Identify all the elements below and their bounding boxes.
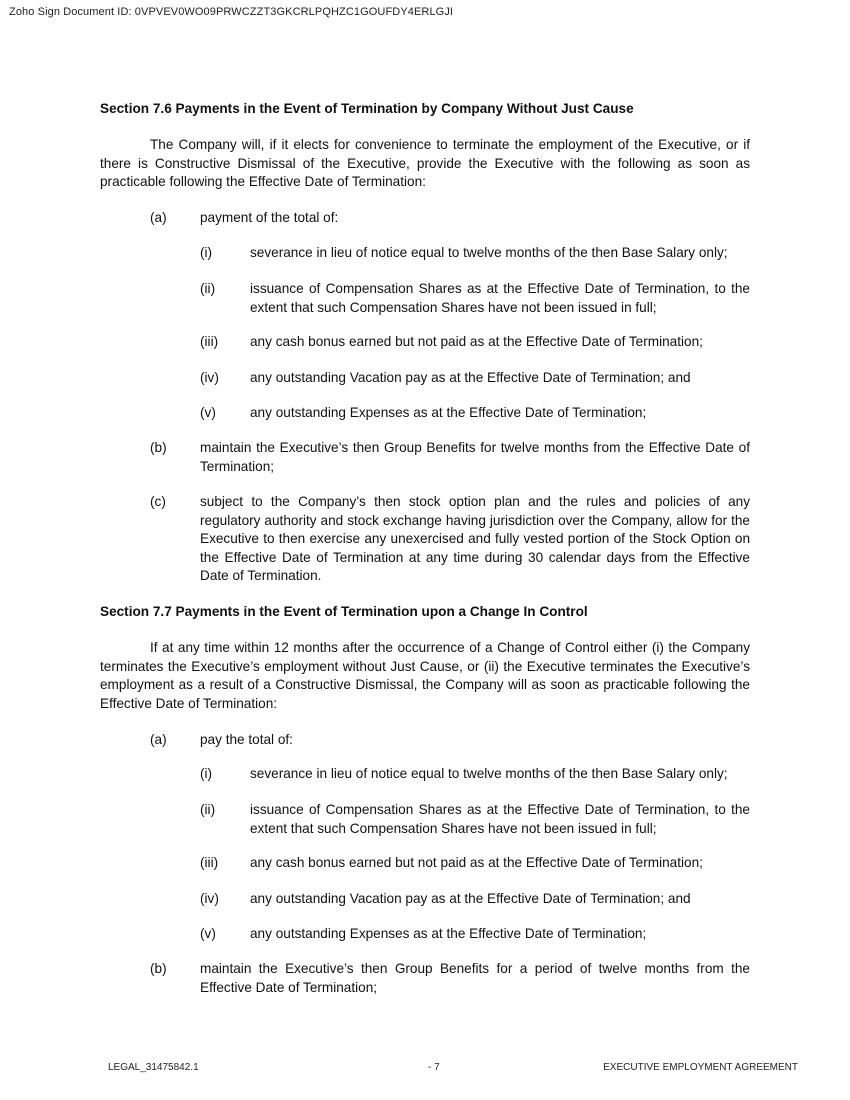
list-marker-c: (c) xyxy=(150,494,166,509)
document-id-header: Zoho Sign Document ID: 0VPVEV0WO09PRWCZZT3GKCRLPQHZC1GOUFDY4ERLGJI xyxy=(9,6,454,18)
list-item-c: subject to the Company’s then stock option plan and the rules and policies of any regulatory authority and stock exchange having jurisdiction over the Company, allow for the Executive to then exercise any unexercised and fully vested portion of the Stock Option on the Effective Date of Termination at any time during 30 calendar days from the Effective Date of Termination. xyxy=(200,494,750,584)
section-7-7-intro: If at any time within 12 months after the occurrence of a Change of Control either (i) the Company terminates the Executive’s employment without Just Cause, or (ii) the Executive terminates the Executive’s employment as a result of a Constructive Dismissal, the Company will as soon as practicable following the Effective Date of Termination: xyxy=(100,640,750,711)
footer-legal-code: LEGAL_31475842.1 xyxy=(108,1062,199,1073)
list-marker-b: (b) xyxy=(150,961,167,976)
sublist-marker-iv: (iv) xyxy=(200,370,219,385)
sublist-marker-i: (i) xyxy=(200,245,213,260)
list-marker-a: (a) xyxy=(150,732,167,747)
sublist-marker-iii: (iii) xyxy=(200,334,219,349)
sublist-item-iv: any outstanding Vacation pay as at the Effective Date of Termination; and xyxy=(250,370,691,385)
list-item-a: pay the total of: xyxy=(200,732,293,747)
sublist-marker-iii: (iii) xyxy=(200,855,219,870)
list-item-b: maintain the Executive’s then Group Benefits for a period of twelve months from the Effective Date of Termination; xyxy=(200,961,750,995)
sublist-item-iii: any cash bonus earned but not paid as at the Effective Date of Termination; xyxy=(250,334,703,349)
sublist-item-i: severance in lieu of notice equal to twelve months of the then Base Salary only; xyxy=(250,245,728,260)
sublist-item-i: severance in lieu of notice equal to twelve months of the then Base Salary only; xyxy=(250,766,728,781)
section-7-7-heading: Section 7.7 Payments in the Event of Termination upon a Change In Control xyxy=(100,604,588,619)
list-item-b: maintain the Executive’s then Group Benefits for twelve months from the Effective Date of Termination; xyxy=(200,440,750,474)
sublist-marker-i: (i) xyxy=(200,766,213,781)
footer-document-title: EXECUTIVE EMPLOYMENT AGREEMENT xyxy=(603,1062,798,1073)
footer-page-number: - 7 xyxy=(428,1062,440,1073)
list-marker-b: (b) xyxy=(150,440,167,455)
sublist-item-v: any outstanding Expenses as at the Effective Date of Termination; xyxy=(250,926,647,941)
sublist-marker-ii: (ii) xyxy=(200,281,216,296)
sublist-item-ii: issuance of Compensation Shares as at the Effective Date of Termination, to the extent that such Compensation Shares have not been issued in full; xyxy=(250,802,750,836)
section-7-6-heading: Section 7.6 Payments in the Event of Termination by Company Without Just Cause xyxy=(100,101,634,116)
sublist-item-iii: any cash bonus earned but not paid as at the Effective Date of Termination; xyxy=(250,855,703,870)
sublist-marker-ii: (ii) xyxy=(200,802,216,817)
sublist-marker-v: (v) xyxy=(200,926,216,941)
sublist-item-ii: issuance of Compensation Shares as at the Effective Date of Termination, to the extent that such Compensation Shares have not been issued in full; xyxy=(250,281,750,315)
list-item-a: payment of the total of: xyxy=(200,210,339,225)
sublist-marker-v: (v) xyxy=(200,405,216,420)
list-marker-a: (a) xyxy=(150,210,167,225)
section-7-6-intro: The Company will, if it elects for convenience to terminate the employment of the Executive, or if there is Constructive Dismissal of the Executive, provide the Executive with the following as soon as practicable following the Effective Date of Termination: xyxy=(100,137,750,190)
sublist-item-iv: any outstanding Vacation pay as at the Effective Date of Termination; and xyxy=(250,891,691,906)
sublist-marker-iv: (iv) xyxy=(200,891,219,906)
sublist-item-v: any outstanding Expenses as at the Effective Date of Termination; xyxy=(250,405,647,420)
